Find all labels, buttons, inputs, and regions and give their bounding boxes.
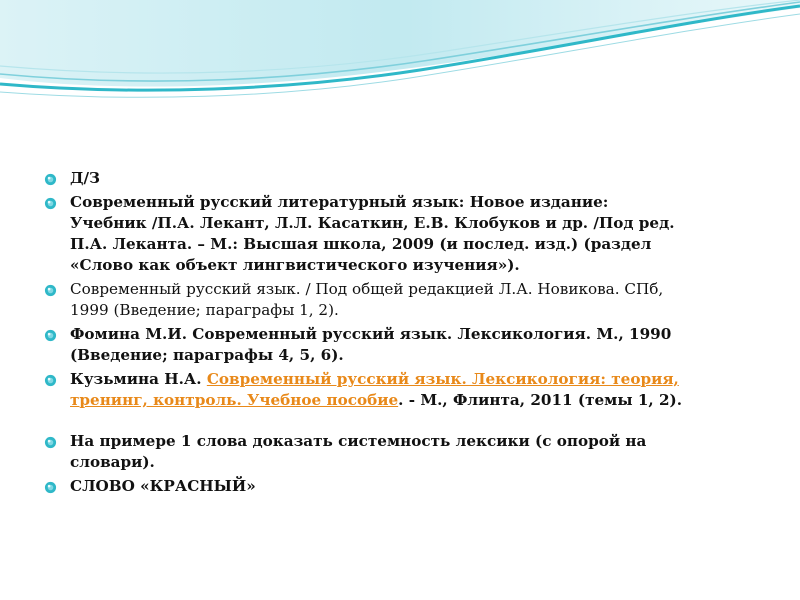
sunburst-bullet-icon xyxy=(44,284,57,297)
item-text: Д/З xyxy=(70,169,101,187)
item-line: П.А. Леканта. – М.: Высшая школа, 2009 (и послед. изд.) (раздел xyxy=(70,235,652,253)
item-line: «Слово как объект лингвистического изучения»). xyxy=(70,256,520,274)
list-item-fomina xyxy=(44,324,744,366)
item-line xyxy=(70,390,744,411)
sunburst-bullet-icon xyxy=(44,173,57,186)
list-item-task xyxy=(44,431,744,473)
item-line: 1999 (Введение; параграфы 1, 2). xyxy=(70,301,339,319)
item-line: словари). xyxy=(70,453,155,471)
list-item-novikov xyxy=(44,279,744,321)
textbook-link-continued[interactable]: тренинг, контроль. Учебное пособие xyxy=(70,391,399,409)
sunburst-bullet-icon xyxy=(44,329,57,342)
sunburst-bullet-icon xyxy=(44,481,57,494)
list-item-textbook xyxy=(44,192,744,276)
sunburst-bullet-icon xyxy=(44,197,57,210)
author-name: Кузьмина Н.А. xyxy=(70,370,207,388)
sunburst-bullet-icon xyxy=(44,374,57,387)
item-line: Современный русский литературный язык: Новое издание: xyxy=(70,193,609,211)
item-line: Фомина М.И. Современный русский язык. Лексикология. М., 1990 xyxy=(70,325,672,343)
item-line: Учебник /П.А. Лекант, Л.Л. Касаткин, Е.В. Клобуков и др. /Под ред. xyxy=(70,214,675,232)
item-text: СЛОВО «КРАСНЫЙ» xyxy=(70,477,256,495)
list-item-kuzmina xyxy=(44,369,744,411)
item-line: На примере 1 слова доказать системность лексики (с опорой на xyxy=(70,432,647,450)
list-item-word xyxy=(44,476,744,497)
wave-decoration xyxy=(0,0,800,120)
publisher-info: . - М., Флинта, 2011 (темы 1, 2). xyxy=(398,391,683,409)
item-line xyxy=(70,369,744,390)
item-line: (Введение; параграфы 4, 5, 6). xyxy=(70,346,344,364)
bullet-list xyxy=(44,168,744,500)
textbook-link[interactable]: Современный русский язык. Лексикология: теория, xyxy=(206,370,679,388)
list-item-homework xyxy=(44,168,744,189)
item-line: Современный русский язык. / Под общей редакцией Л.А. Новикова. СПб, xyxy=(70,280,664,298)
sunburst-bullet-icon xyxy=(44,436,57,449)
